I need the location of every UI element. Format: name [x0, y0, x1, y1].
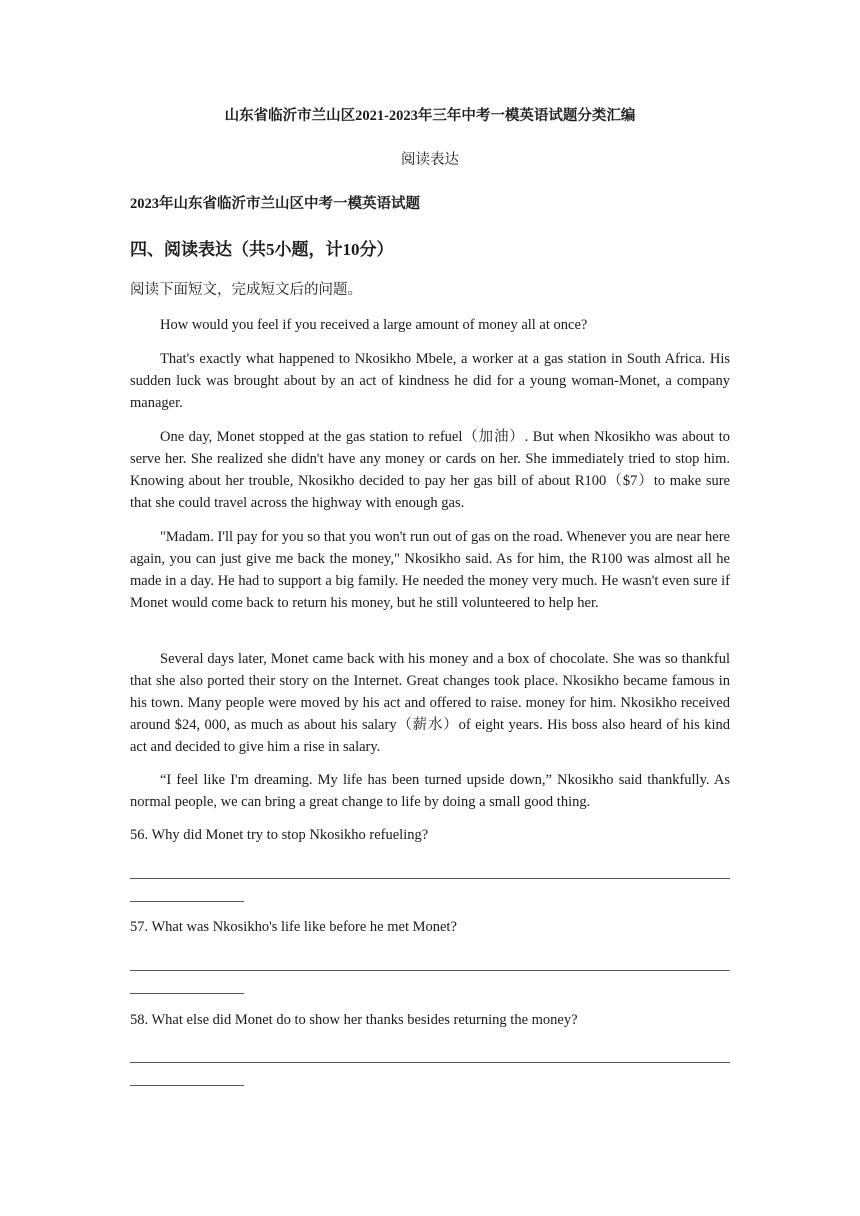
answer-line[interactable] [130, 1085, 244, 1086]
answer-line[interactable] [130, 878, 730, 879]
answer-line[interactable] [130, 970, 730, 971]
answer-line[interactable] [130, 1062, 730, 1063]
passage-paragraph: "Madam. I'll pay for you so that you won't run out of gas on the road. Whenever you are near here again, you can just give me back the money," Nkosikho said. As for him, the R100 was almost all he made in a day. He had to support a big family. He needed the money very much. He wasn't even sure if Monet would come back to return his money, but he still volunteered to help her. [130, 529, 730, 611]
answer-line[interactable] [130, 901, 244, 902]
passage-paragraph: “I feel like I'm dreaming. My life has been turned upside down,” Nkosikho said thankfully. As normal people, we can bring a great change to life by doing a small good thing. [130, 772, 730, 810]
question-56: 56. Why did Monet try to stop Nkosikho refueling? [130, 827, 429, 843]
document-title: 山东省临沂市兰山区2021-2023年三年中考一模英语试题分类汇编 [224, 108, 636, 124]
document-subtitle: 阅读表达 [401, 152, 459, 168]
exam-title: 2023年山东省临沂市兰山区中考一模英语试题 [130, 196, 420, 212]
passage-paragraph: One day, Monet stopped at the gas station to refuel（加油）. But when Nkosikho was about to serve her. She realized she didn't have any money or cards on her. She immediately tried to stop him. Knowing about her trouble, Nkosikho decided to pay her gas bill of about R100（$7）to make sure that she could travel across the highway with enough gas. [130, 429, 730, 511]
question-58: 58. What else did Monet do to show her thanks besides returning the money? [130, 1012, 578, 1028]
passage-paragraph: That's exactly what happened to Nkosikho Mbele, a worker at a gas station in South Africa. His sudden luck was brought about by an act of kindness he did for a young woman-Monet, a company manager. [130, 351, 730, 411]
question-57: 57. What was Nkosikho's life like before he met Monet? [130, 919, 457, 935]
passage-paragraph: How would you feel if you received a large amount of money all at once? [160, 317, 588, 333]
passage-paragraph: Several days later, Monet came back with his money and a box of chocolate. She was so thankful that she also ported their story on the Internet. Great changes took place. Nkosikho became famous in his town. Many people were moved by his act and offered to raise. money for him. Nkosikho received around $24, 000, as much as about his salary（薪水）of eight years. His boss also heard of his kind act and decided to give him a rise in salary. [130, 651, 730, 755]
section-heading: 四、阅读表达（共5小题，计10分） [130, 240, 394, 259]
answer-line[interactable] [130, 993, 244, 994]
instruction-text: 阅读下面短文，完成短文后的问题。 [130, 282, 362, 298]
